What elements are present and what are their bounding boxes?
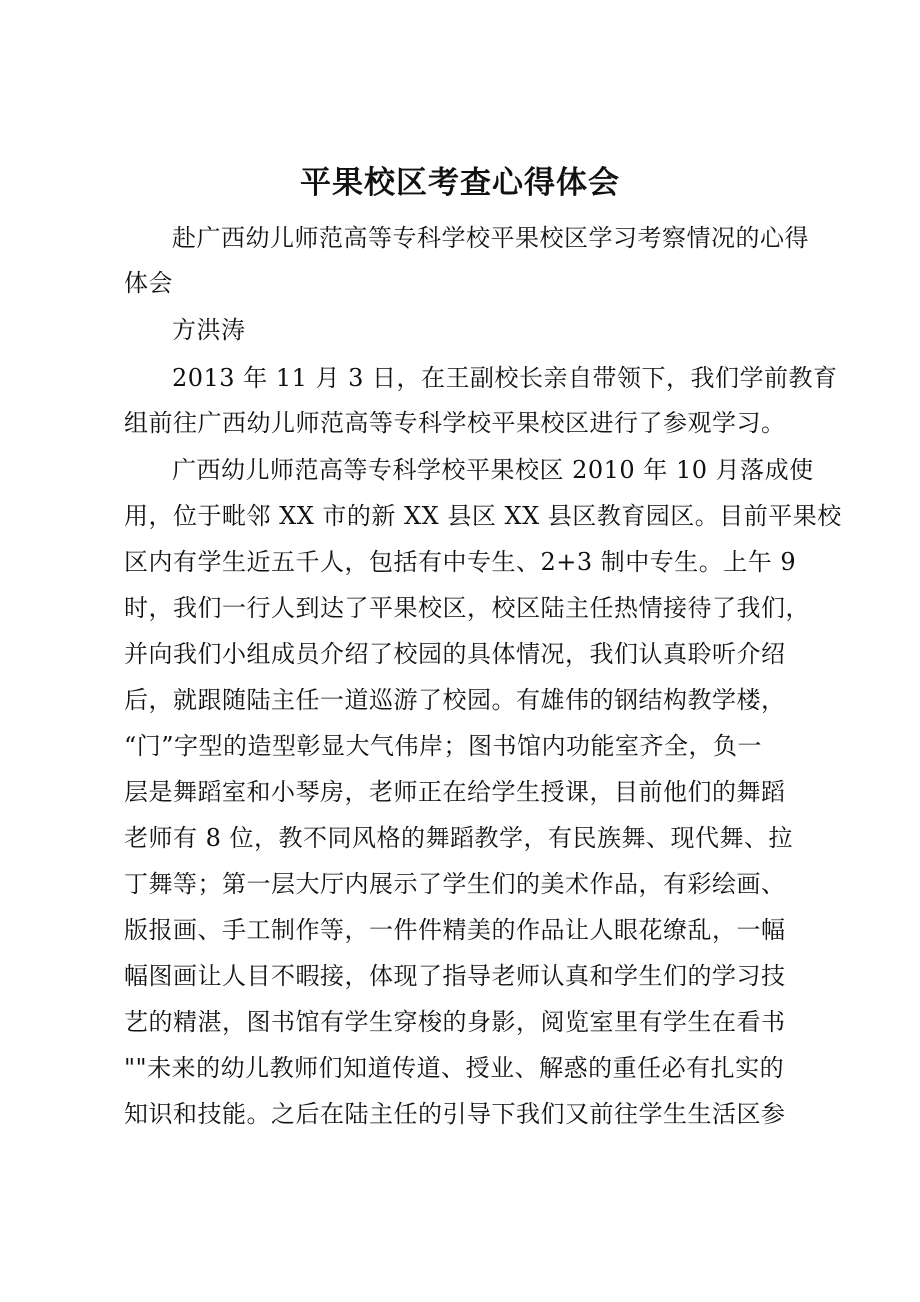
paragraph-2-line-9: 老师有 8 位，教不同风格的舞蹈教学，有民族舞、现代舞、拉 [124,824,794,852]
paragraph-2-line-12: 幅图画让人目不暇接，体现了指导老师认真和学生们的学习技 [124,962,786,990]
subtitle-line-1: 赴广西幼儿师范高等专科学校平果校区学习考察情况的心得 [172,224,809,252]
paragraph-2-line-10: 丁舞等；第一层大厅内展示了学生们的美术作品，有彩绘画、 [124,870,786,898]
paragraph-2-line-14: ""未来的幼儿教师们知道传道、授业、解惑的重任必有扎实的 [124,1054,785,1082]
paragraph-2-line-2: 用，位于毗邻 XX 市的新 XX 县区 XX 县区教育园区。目前平果校 [124,502,842,530]
paragraph-1-line-2: 组前往广西幼儿师范高等专科学校平果校区进行了参观学习。 [124,409,786,437]
paragraph-2-line-3: 区内有学生近五千人，包括有中专生、2+3 制中专生。上午 9 [124,548,797,576]
page-title: 平果校区考查心得体会 [300,165,620,201]
paragraph-2-line-13: 艺的精湛，图书馆有学生穿梭的身影，阅览室里有学生在看书 [124,1008,786,1036]
paragraph-1-line-1: 2013 年 11 月 3 日，在王副校长亲自带领下，我们学前教育 [172,364,838,392]
paragraph-2-line-6: 后，就跟随陆主任一道巡游了校园。有雄伟的钢结构教学楼， [124,686,786,714]
paragraph-2-line-7: “门”字型的造型彰显大气伟岸；图书馆内功能室齐全，负一 [124,732,763,760]
paragraph-2-line-5: 并向我们小组成员介绍了校园的具体情况，我们认真聆听介绍 [124,640,786,668]
author-name: 方洪涛 [172,316,246,344]
paragraph-2-line-1: 广西幼儿师范高等专科学校平果校区 2010 年 10 月落成使 [172,456,814,484]
paragraph-2-line-15: 知识和技能。之后在陆主任的引导下我们又前往学生生活区参 [124,1100,786,1128]
paragraph-2-line-8: 层是舞蹈室和小琴房，老师正在给学生授课，目前他们的舞蹈 [124,778,786,806]
paragraph-2-line-11: 版报画、手工制作等，一件件精美的作品让人眼花缭乱，一幅 [124,916,786,944]
subtitle-line-2: 体会 [124,269,173,297]
paragraph-2-line-4: 时，我们一行人到达了平果校区，校区陆主任热情接待了我们， [124,594,810,622]
